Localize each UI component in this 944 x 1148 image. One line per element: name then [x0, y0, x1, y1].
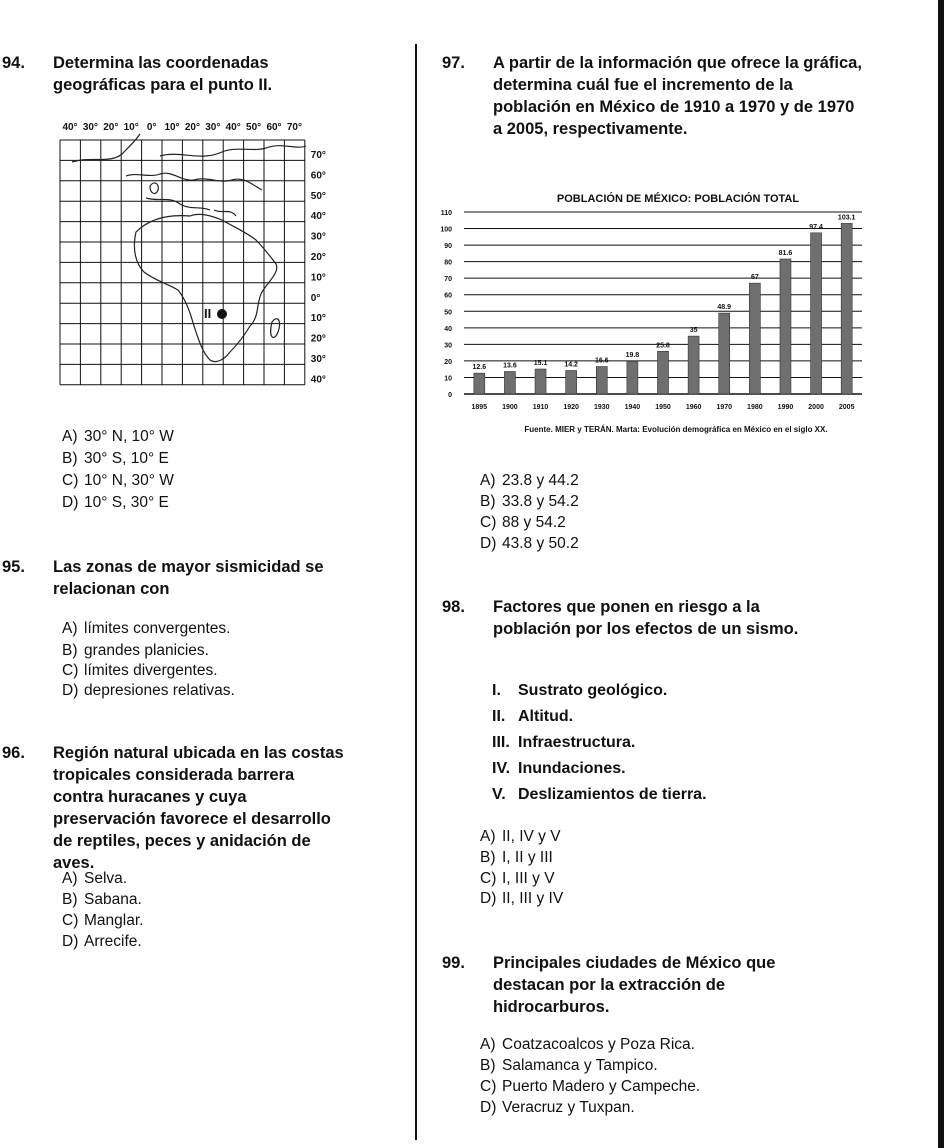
- bar-value-label: 12.6: [472, 364, 487, 372]
- europe-coastline: [126, 173, 262, 216]
- question-number: 96.: [2, 744, 25, 762]
- coordinate-grid-map: [50, 116, 350, 396]
- option-letter: A): [480, 828, 496, 845]
- y-tick-label: 50: [444, 309, 452, 317]
- x-tick-label: 1895: [471, 404, 488, 411]
- option-a[interactable]: [62, 868, 127, 889]
- arctic-coastline: [72, 134, 306, 162]
- x-tick-label: 1920: [563, 404, 579, 411]
- y-tick-label: 60: [444, 292, 452, 300]
- option-letter: D): [62, 682, 79, 699]
- x-tick-label: 1950: [655, 404, 671, 411]
- latitude-label: 40°: [310, 211, 326, 223]
- option-letter: C): [62, 472, 79, 489]
- bar: [688, 336, 699, 394]
- bar: [811, 233, 822, 394]
- option-text: 10° S, 30° E: [84, 494, 169, 511]
- y-tick-label: 100: [440, 226, 452, 234]
- longitude-label: 40°: [225, 122, 241, 133]
- chart-title: POBLACIÓN DE MÉXICO: POBLACIÓN TOTAL: [556, 193, 800, 205]
- option-text: Veracruz y Tuxpan.: [502, 1099, 635, 1116]
- chart-source: Fuente. MIER y TERÁN. Marta: Evolución demográfica en México en el siglo XX.: [524, 425, 828, 434]
- item-text: Inundaciones.: [518, 760, 626, 777]
- option-c[interactable]: [480, 1076, 700, 1097]
- option-letter: D): [480, 1099, 497, 1116]
- option-b[interactable]: [62, 889, 142, 910]
- question-text: Determina las coordenadas geográficas para el punto II.: [53, 54, 273, 94]
- latitude-label: 30°: [310, 231, 326, 243]
- option-c[interactable]: [62, 910, 143, 931]
- british-isles-outline: [150, 183, 158, 193]
- option-text: II, IV y V: [502, 828, 561, 845]
- question-99: [442, 952, 822, 1018]
- x-tick-label: 2005: [838, 404, 855, 411]
- latitude-label: 40°: [310, 374, 326, 386]
- option-text: 88 y 54.2: [502, 514, 566, 531]
- right-edge-border: [938, 0, 944, 1148]
- item-text: Sustrato geológico.: [518, 682, 668, 699]
- question-94: [2, 52, 332, 96]
- latitude-label: 20°: [310, 333, 326, 345]
- y-tick-label: 90: [444, 243, 452, 251]
- option-letter: A): [62, 428, 78, 445]
- numeral-item-ii: [492, 706, 573, 727]
- africa-coastline: [134, 214, 276, 361]
- bar: [841, 223, 852, 394]
- y-tick-label: 30: [444, 342, 452, 350]
- x-tick-label: 1930: [593, 404, 610, 411]
- option-a[interactable]: [480, 826, 561, 847]
- africa-europe-outline: [72, 134, 306, 362]
- option-text: Arrecife.: [84, 933, 142, 950]
- item-text: Infraestructura.: [518, 734, 636, 751]
- longitude-label: 30°: [205, 122, 221, 133]
- option-text: I, II y III: [502, 849, 553, 866]
- option-a[interactable]: [62, 618, 230, 639]
- option-d[interactable]: [480, 533, 579, 554]
- bar-value-label: 13.6: [503, 362, 517, 370]
- item-numeral: IV.: [492, 760, 511, 777]
- chart-bars: [474, 223, 852, 394]
- option-text: Coatzacoalcos y Poza Rica.: [502, 1036, 695, 1053]
- item-text: Deslizamientos de tierra.: [518, 786, 707, 803]
- y-axis-tick-labels: [440, 210, 452, 399]
- y-tick-label: 0: [448, 392, 452, 399]
- option-text: depresiones relativas.: [84, 682, 235, 699]
- bar-value-label: 35: [689, 327, 698, 335]
- x-tick-label: 1980: [747, 404, 763, 411]
- option-text: 33.8 y 54.2: [502, 493, 579, 510]
- option-letter: D): [62, 933, 79, 950]
- y-tick-label: 40: [444, 325, 452, 333]
- longitude-label: 20°: [184, 122, 200, 133]
- question-number: 99.: [442, 954, 465, 972]
- latitude-label: 50°: [310, 190, 326, 202]
- option-c[interactable]: [480, 868, 555, 889]
- option-letter: A): [62, 620, 78, 637]
- option-b[interactable]: [480, 491, 579, 512]
- item-numeral: II.: [492, 708, 506, 725]
- y-tick-label: 110: [440, 210, 452, 217]
- bar: [566, 371, 577, 394]
- question-number: 95.: [2, 558, 25, 576]
- option-text: II, III y IV: [502, 890, 564, 907]
- question-number: 94.: [2, 54, 25, 72]
- longitude-label: 40°: [62, 122, 78, 133]
- longitude-label: 60°: [266, 122, 282, 133]
- x-tick-label: 1910: [532, 404, 549, 411]
- option-text: 30° S, 10° E: [84, 450, 169, 467]
- option-letter: A): [480, 1036, 496, 1053]
- option-letter: C): [480, 514, 497, 531]
- numeral-item-iii: [492, 732, 635, 753]
- item-numeral: V.: [492, 786, 506, 803]
- question-text: A partir de la información que ofrece la gráfica, determina cuál fue el incremento de la población en México de 1910 a 1970 y de 1970 a 2005, respectivamente.: [493, 54, 862, 138]
- option-b[interactable]: [480, 1055, 658, 1076]
- option-letter: A): [480, 472, 496, 489]
- x-axis-tick-labels: [472, 404, 855, 411]
- option-text: I, III y V: [502, 870, 555, 887]
- option-c[interactable]: [62, 660, 218, 681]
- bar-value-label: 16.6: [594, 357, 609, 365]
- y-tick-label: 20: [444, 358, 452, 366]
- bar: [658, 351, 669, 394]
- option-letter: B): [480, 849, 496, 866]
- latitude-label: 60°: [310, 170, 326, 182]
- option-b[interactable]: [480, 847, 553, 868]
- bar: [627, 361, 638, 394]
- latitude-label: 0°: [310, 292, 321, 304]
- question-text: Factores que ponen en riesgo a la población por los efectos de un sismo.: [493, 598, 799, 638]
- numeral-item-iv: [492, 758, 626, 779]
- question-text: Las zonas de mayor sismicidad se relacionan con: [53, 558, 324, 598]
- map-grid: [60, 140, 305, 385]
- option-d[interactable]: [480, 888, 563, 909]
- option-text: Puerto Madero y Campeche.: [502, 1078, 701, 1095]
- option-a[interactable]: [480, 470, 579, 491]
- option-text: límites convergentes.: [84, 620, 231, 637]
- longitude-label: 70°: [286, 122, 302, 133]
- bar-value-label: 103.1: [837, 214, 856, 222]
- option-letter: C): [62, 912, 79, 929]
- bar-value-labels: [472, 214, 855, 371]
- option-b[interactable]: [62, 640, 209, 661]
- longitude-label: 10°: [123, 122, 139, 133]
- option-c[interactable]: [62, 470, 174, 491]
- point-ii-label: II: [204, 306, 212, 321]
- option-letter: C): [480, 870, 497, 887]
- latitude-label: 10°: [310, 313, 326, 325]
- x-tick-label: 1970: [716, 404, 733, 411]
- x-tick-label: 1900: [502, 404, 518, 411]
- option-letter: A): [62, 870, 78, 887]
- option-text: límites divergentes.: [84, 662, 218, 679]
- option-letter: B): [480, 493, 496, 510]
- bar: [535, 369, 546, 394]
- option-letter: D): [62, 494, 79, 511]
- bar: [504, 371, 515, 394]
- numeral-item-v: [492, 784, 707, 805]
- question-number: 98.: [442, 598, 465, 616]
- bar-value-label: 81.6: [778, 249, 793, 257]
- option-text: grandes planicies.: [84, 642, 209, 659]
- bar-value-label: 67: [750, 274, 759, 282]
- latitude-label: 70°: [310, 150, 326, 161]
- longitude-label: 50°: [246, 122, 262, 133]
- bar-value-label: 14.2: [564, 361, 578, 369]
- x-tick-label: 1990: [777, 404, 794, 411]
- option-d[interactable]: [480, 1097, 635, 1118]
- option-text: 30° N, 10° W: [84, 428, 174, 445]
- y-tick-label: 80: [444, 259, 452, 267]
- bar-value-label: 15.1: [533, 360, 548, 368]
- option-letter: C): [480, 1078, 497, 1095]
- option-letter: D): [480, 535, 497, 552]
- bar: [596, 367, 607, 394]
- item-numeral: III.: [492, 734, 510, 751]
- madagascar-outline: [271, 319, 280, 338]
- option-letter: B): [62, 891, 78, 908]
- latitude-labels: [311, 150, 326, 385]
- y-tick-label: 70: [444, 276, 452, 284]
- latitude-label: 30°: [310, 354, 326, 365]
- option-text: Salamanca y Tampico.: [502, 1057, 658, 1074]
- x-tick-label: 2000: [808, 404, 824, 411]
- option-a[interactable]: [480, 1034, 695, 1055]
- item-numeral: I.: [492, 682, 501, 699]
- item-text: Altitud.: [518, 708, 574, 725]
- option-d[interactable]: [62, 931, 142, 952]
- longitude-label: 30°: [82, 122, 98, 133]
- option-text: 10° N, 30° W: [84, 472, 174, 489]
- option-c[interactable]: [480, 512, 566, 533]
- option-letter: B): [480, 1057, 496, 1074]
- longitude-labels: [62, 122, 302, 133]
- option-letter: C): [62, 662, 79, 679]
- option-a[interactable]: [62, 426, 174, 447]
- column-divider: [415, 44, 417, 1140]
- longitude-label: 20°: [103, 122, 119, 133]
- option-letter: D): [480, 890, 497, 907]
- bar: [780, 259, 791, 394]
- y-tick-label: 10: [444, 375, 452, 383]
- option-text: Sabana.: [84, 891, 142, 908]
- option-letter: B): [62, 642, 78, 659]
- population-bar-chart: [430, 186, 890, 438]
- question-98: [442, 596, 822, 640]
- numeral-item-i: [492, 680, 667, 701]
- option-text: 43.8 y 50.2: [502, 535, 579, 552]
- bar-value-label: 25.8: [656, 342, 670, 350]
- x-tick-label: 1960: [685, 404, 702, 411]
- question-number: 97.: [442, 54, 465, 72]
- bar: [719, 313, 730, 394]
- bar: [749, 283, 760, 394]
- question-96: [2, 742, 347, 874]
- x-tick-label: 1940: [624, 404, 641, 411]
- question-95: [2, 556, 332, 600]
- option-d[interactable]: [62, 680, 235, 701]
- option-letter: B): [62, 450, 78, 467]
- bar-value-label: 19.8: [625, 352, 640, 360]
- option-text: Manglar.: [84, 912, 144, 929]
- longitude-label: 10°: [164, 122, 180, 133]
- bar-value-label: 48.9: [717, 304, 732, 312]
- option-d[interactable]: [62, 492, 169, 513]
- bar: [474, 373, 485, 394]
- longitude-label: 0°: [146, 122, 157, 133]
- option-text: Selva.: [84, 870, 128, 887]
- question-text: Principales ciudades de México que destacan por la extracción de hidrocarburos.: [493, 954, 776, 1016]
- option-b[interactable]: [62, 448, 169, 469]
- option-text: 23.8 y 44.2: [502, 472, 579, 489]
- question-text: Región natural ubicada en las costas tropicales considerada barrera contra huracanes y cuya preservación favorece el desarrollo de reptiles, peces y anidación de aves.: [53, 744, 344, 872]
- point-ii-marker: [217, 309, 227, 319]
- latitude-label: 20°: [310, 252, 326, 263]
- latitude-label: 10°: [310, 272, 326, 284]
- question-97: [442, 52, 862, 140]
- bar-value-label: 97.4: [809, 223, 823, 231]
